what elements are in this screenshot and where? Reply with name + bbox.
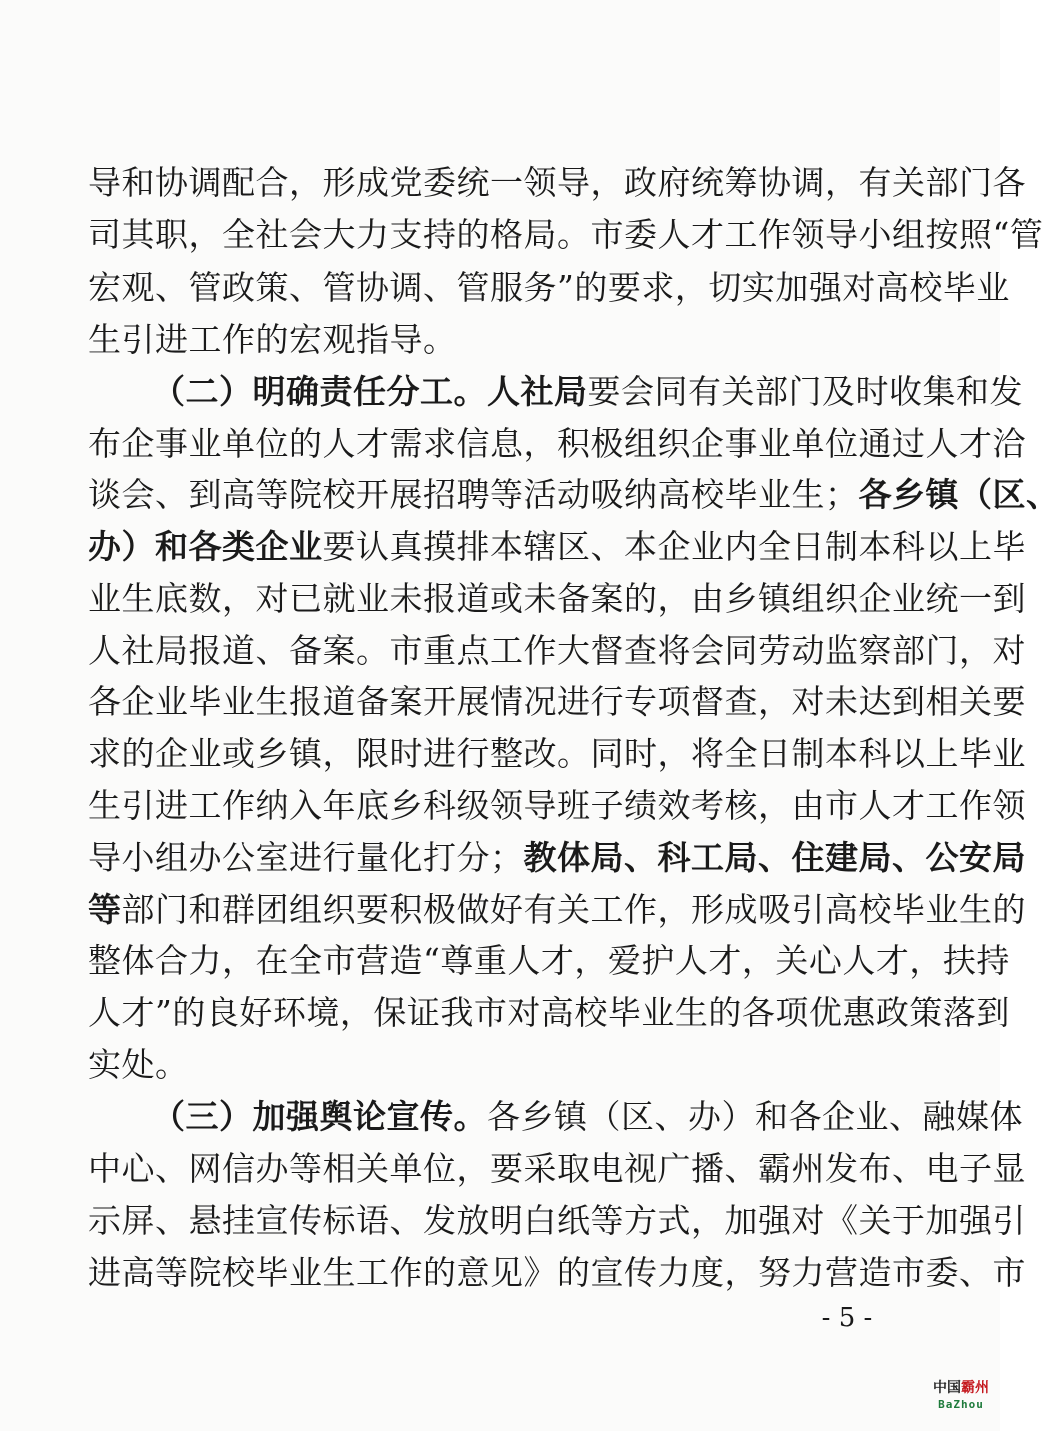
text-segment: 各企业毕业生报道备案开展情况进行专项督查，对未达到相关要 (88, 682, 1026, 721)
text-line (88, 935, 1010, 987)
text-segment: 求的企业或乡镇，限时进行整改。同时，将全日制本科以上毕业 (88, 734, 1026, 773)
page-number: - 5 - (821, 1303, 873, 1333)
text-line (88, 157, 1026, 209)
text-line (88, 314, 870, 366)
text-line (88, 987, 1010, 1039)
bold-text-segment: 办）和各类企业 (88, 527, 323, 566)
text-segment: 整体合力，在全市营造“尊重人才，爱护人才，关心人才，扶持 (88, 941, 1010, 980)
text-line (88, 676, 1026, 728)
text-segment: 宏观、管政策、管协调、管服务”的要求，切实加强对高校毕业 (88, 268, 1010, 307)
text-segment: 生引进工作纳入年底乡科级领导班子绩效考核，由市人才工作领 (88, 786, 1026, 825)
text-line (88, 573, 1026, 625)
text-line (88, 521, 1026, 573)
bold-text-segment: （三）加强舆论宣传。 (152, 1097, 487, 1136)
text-segment: 人才”的良好环境，保证我市对高校毕业生的各项优惠政策落到 (88, 993, 1010, 1032)
text-line (88, 728, 1026, 780)
text-segment: 要会同有关部门及时收集和发 (587, 372, 1023, 411)
text-line (152, 366, 1023, 418)
text-segment: 生引进工作的宏观指导。 (88, 320, 457, 359)
text-segment: 部门和群团组织要积极做好有关工作，形成吸引高校毕业生的 (121, 890, 1026, 929)
text-segment: 各乡镇（区、办）和各企业、融媒体 (487, 1097, 1023, 1136)
bold-text-segment: 教体局、科工局、住建局、公安局 (523, 838, 1026, 877)
text-line (88, 780, 1026, 832)
text-line (88, 1195, 1026, 1247)
text-segment: 进高等院校毕业生工作的意见》的宣传力度，努力营造市委、市 (88, 1253, 1026, 1292)
site-watermark-logo (926, 1378, 996, 1424)
text-segment: 中心、网信办等相关单位，要采取电视广播、霸州发布、电子显 (88, 1149, 1026, 1188)
text-line (152, 1091, 1023, 1143)
bold-text-segment: （二）明确责任分工。人社局 (152, 372, 588, 411)
text-segment: 谈会、到高等院校开展招聘等活动吸纳高校毕业生； (88, 475, 859, 514)
text-segment: 示屏、悬挂宣传标语、发放明白纸等方式，加强对《关于加强引 (88, 1201, 1026, 1240)
text-line (88, 1039, 870, 1091)
text-line (88, 469, 1060, 521)
bold-text-segment: 各乡镇（区、 (858, 475, 1060, 514)
text-line (88, 625, 1026, 677)
text-line (88, 832, 1026, 884)
text-segment: 导小组办公室进行量化打分； (88, 838, 524, 877)
text-line (88, 418, 1026, 470)
text-line (88, 209, 1044, 261)
text-line (88, 1143, 1026, 1195)
watermark-subtitle: BaZhou (938, 1398, 984, 1411)
text-line (88, 262, 1010, 314)
text-segment: 业生底数，对已就业未报道或未备案的，由乡镇组织企业统一到 (88, 579, 1026, 618)
text-segment: 司其职，全社会大力支持的格局。市委人才工作领导小组按照“管 (88, 215, 1044, 254)
bold-text-segment: 等 (88, 890, 122, 929)
text-line (88, 884, 1026, 936)
text-segment: 布企事业单位的人才需求信息，积极组织企事业单位通过人才洽 (88, 424, 1026, 463)
watermark-title: 中国霸州 (933, 1380, 989, 1396)
text-segment: 要认真摸排本辖区、本企业内全日制本科以上毕 (322, 527, 1026, 566)
text-line (88, 1247, 1026, 1299)
text-segment: 导和协调配合，形成党委统一领导，政府统筹协调，有关部门各 (88, 163, 1026, 202)
text-segment: 人社局报道、备案。市重点工作大督查将会同劳动监察部门，对 (88, 631, 1026, 670)
text-segment: 实处。 (88, 1045, 189, 1084)
